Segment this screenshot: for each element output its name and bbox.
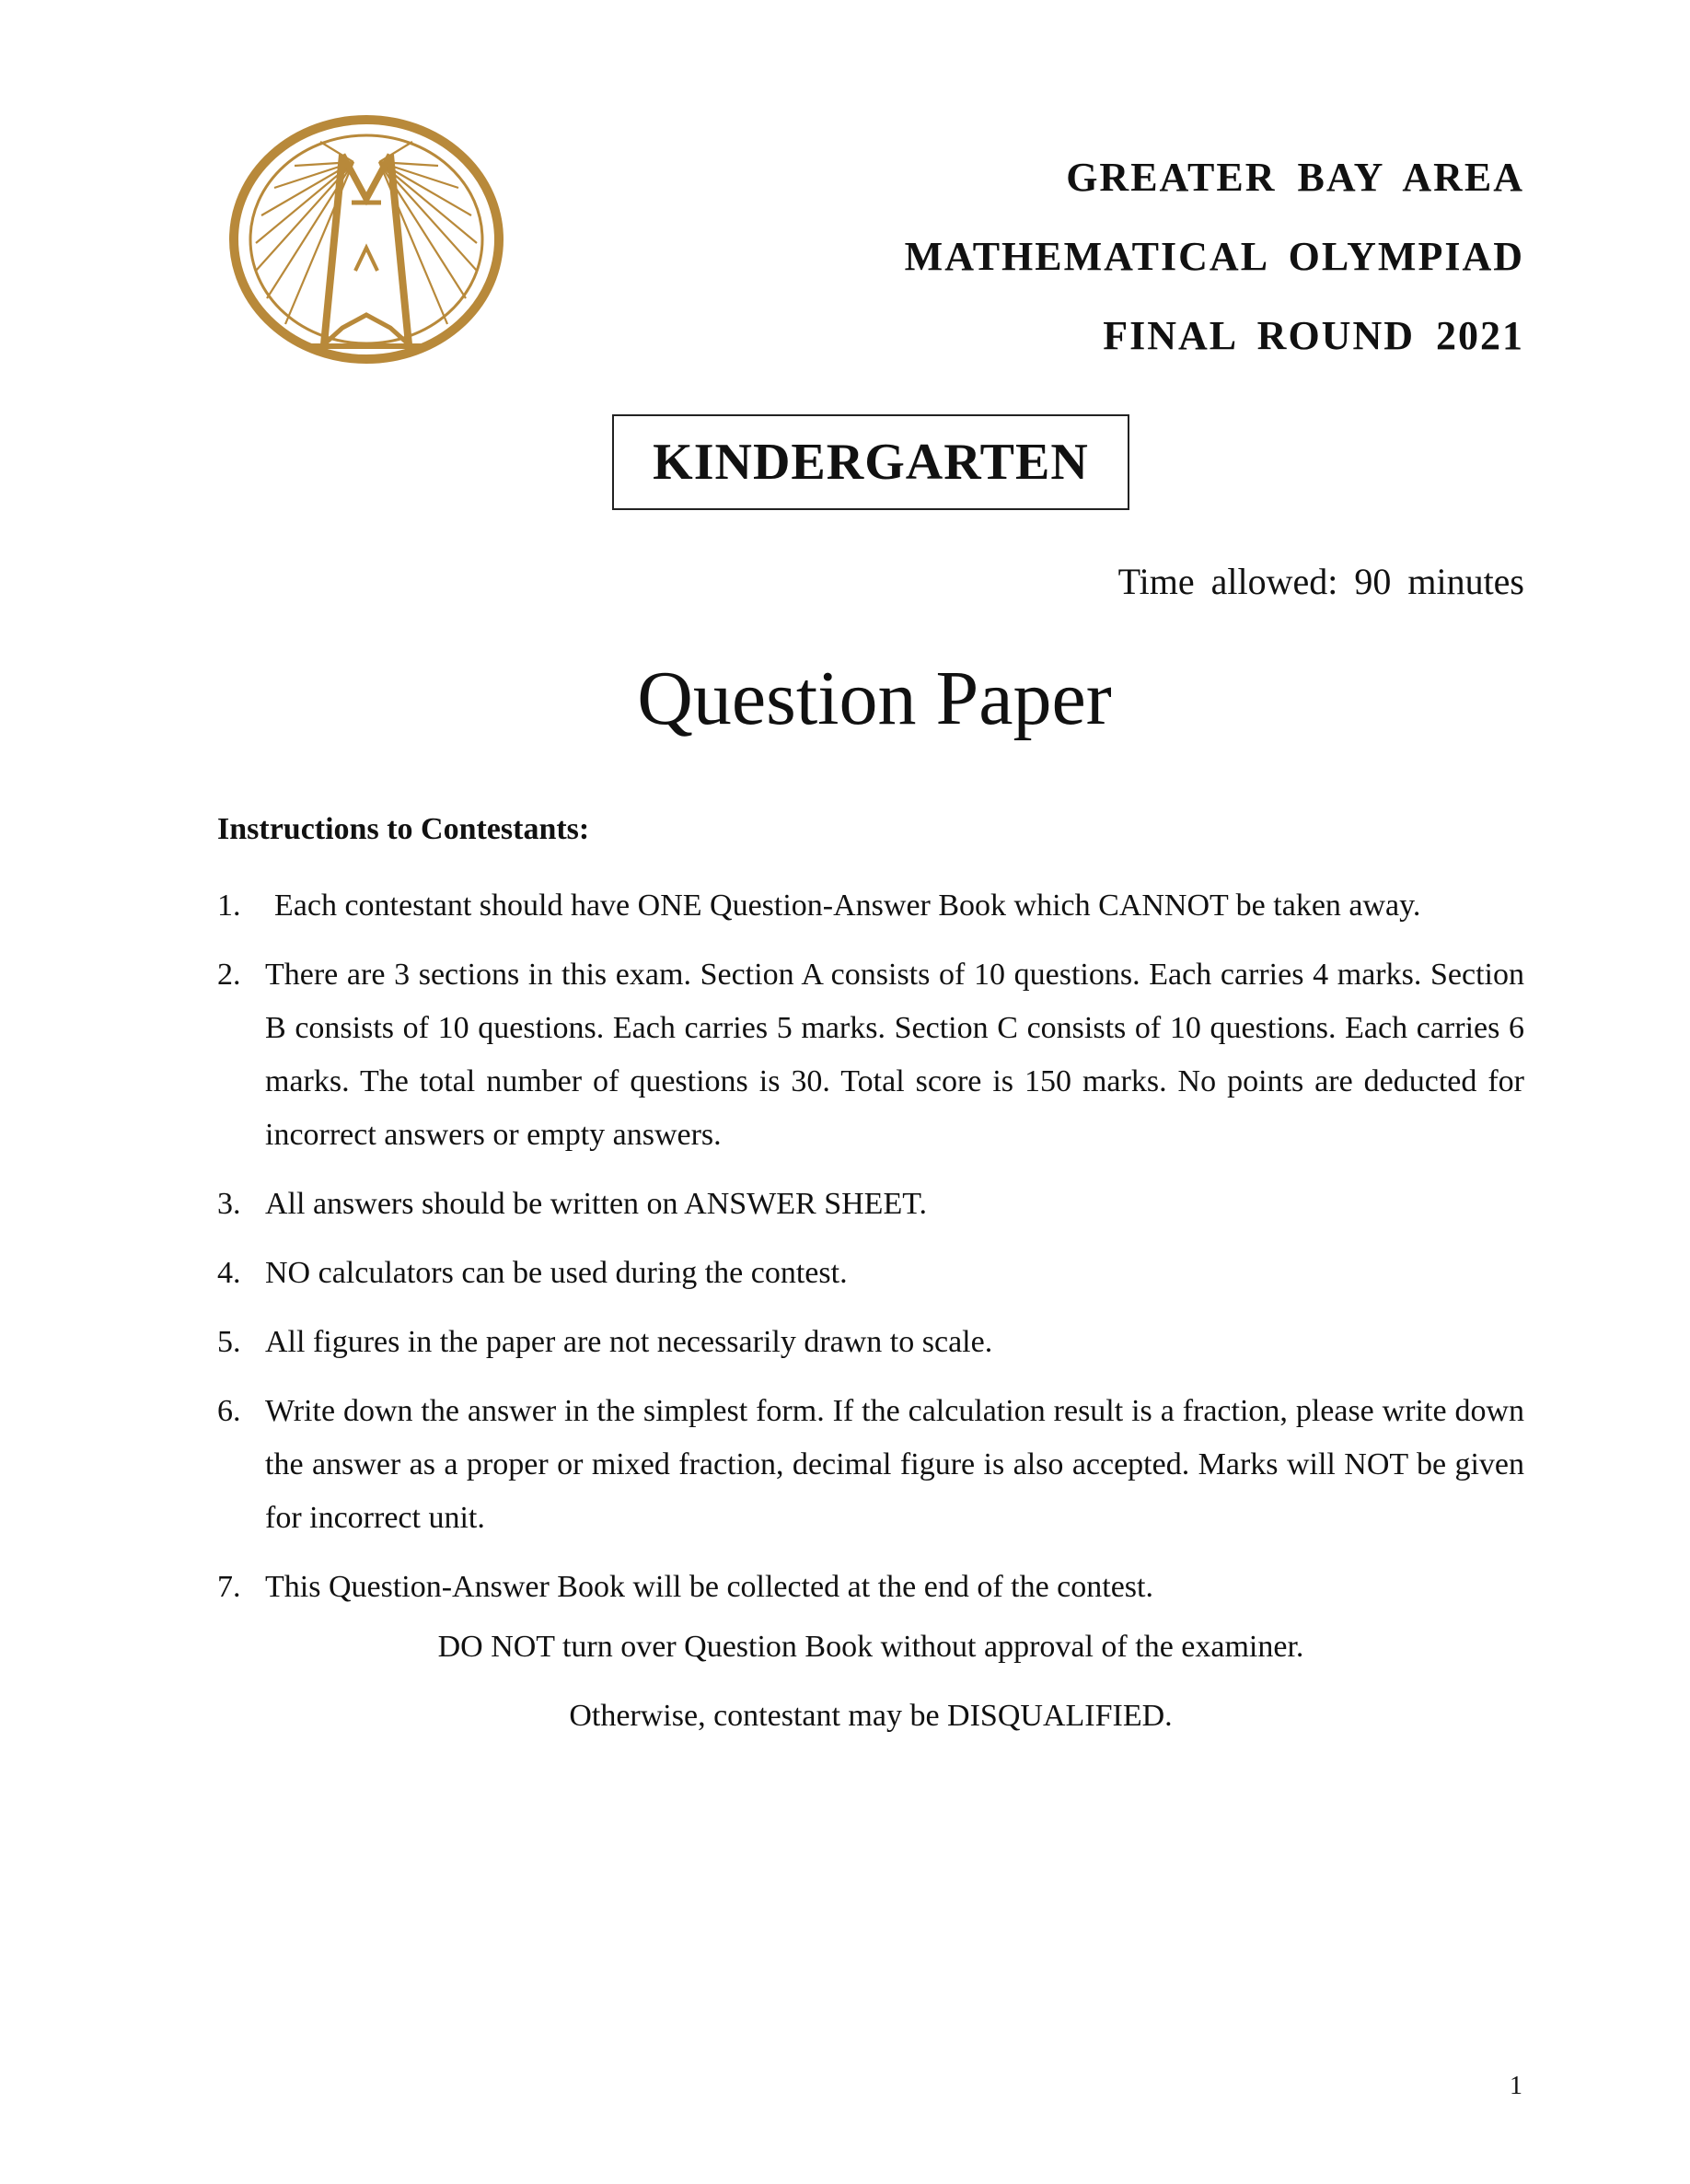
notice-line-2: Otherwise, contestant may be DISQUALIFIED. xyxy=(569,1699,1173,1733)
instruction-text: This Question-Answer Book will be collected at the end of the contest. xyxy=(265,1570,1153,1604)
instruction-item-3 xyxy=(217,1178,1524,1231)
logo xyxy=(228,114,504,365)
instruction-item-5 xyxy=(217,1316,1524,1369)
instruction-text: Write down the answer in the simplest form. If the calculation result is a fraction, please write down the answer as a proper or mixed fraction, decimal figure is also accepted. Marks will NOT be given for incorrect unit. xyxy=(265,1394,1524,1535)
instructions-list xyxy=(217,879,1524,1630)
instruction-number: 1. xyxy=(217,889,241,923)
instruction-text: Each contestant should have ONE Question-Answer Book which CANNOT be taken away. xyxy=(274,889,1421,923)
instruction-item-1 xyxy=(217,879,1524,933)
instruction-item-2 xyxy=(217,948,1524,1162)
instruction-item-4 xyxy=(217,1247,1524,1300)
instruction-item-7 xyxy=(217,1561,1524,1614)
instruction-text: There are 3 sections in this exam. Section A consists of 10 questions. Each carries 4 marks. Section B consists of 10 questions. Each carries 5 marks. Section C consists of 10 questions. Each carries 6 marks. The total number of questions is 30. Total score is 150 marks. No points are deducted for incorrect answers or empty answers. xyxy=(265,958,1524,1152)
time-allowed: Time allowed: 90 minutes xyxy=(1117,561,1524,602)
bridge-seal-icon xyxy=(228,114,504,365)
instruction-number: 3. xyxy=(217,1187,241,1221)
instruction-number: 6. xyxy=(217,1394,241,1428)
level-box: KINDERGARTEN xyxy=(612,414,1129,510)
instructions-heading: Instructions to Contestants: xyxy=(217,812,590,846)
instruction-text: All answers should be written on ANSWER SHEET. xyxy=(265,1187,927,1221)
instruction-number: 5. xyxy=(217,1325,241,1359)
instruction-number: 7. xyxy=(217,1570,241,1604)
instruction-text: NO calculators can be used during the contest. xyxy=(265,1256,848,1290)
instruction-number: 4. xyxy=(217,1256,241,1290)
header-line-2: MATHEMATICAL OLYMPIAD xyxy=(904,234,1524,279)
instruction-number: 2. xyxy=(217,958,241,992)
header-line-3: FINAL ROUND 2021 xyxy=(1103,313,1524,358)
header-line-1: GREATER BAY AREA xyxy=(1066,155,1524,200)
instruction-text: All figures in the paper are not necessarily drawn to scale. xyxy=(265,1325,993,1359)
page-number: 1 xyxy=(1510,2072,1522,2100)
notice-line-1: DO NOT turn over Question Book without approval of the examiner. xyxy=(437,1630,1304,1664)
instruction-item-6 xyxy=(217,1385,1524,1545)
contest-header xyxy=(905,138,1524,376)
page-title: Question Paper xyxy=(637,656,1112,741)
